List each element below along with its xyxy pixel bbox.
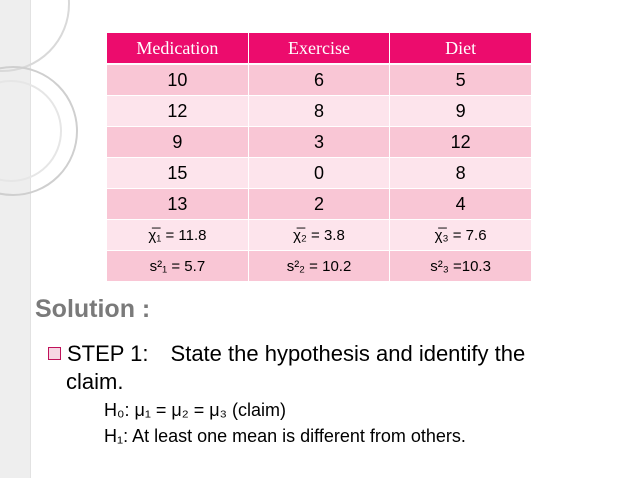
data-table bbox=[107, 33, 531, 282]
step-1-item bbox=[48, 340, 608, 396]
header-exercise: Exercise bbox=[248, 33, 389, 64]
variance-exercise: s²₂ = 10.2 bbox=[248, 251, 389, 282]
table-row bbox=[107, 189, 531, 220]
header-diet: Diet bbox=[390, 33, 531, 64]
alternative-hypothesis: H₁: At least one mean is different from others. bbox=[104, 426, 466, 446]
table-cell: 0 bbox=[248, 158, 389, 189]
table-row bbox=[107, 127, 531, 158]
solution-heading: Solution : bbox=[35, 295, 151, 323]
variances-row bbox=[107, 251, 531, 282]
table-cell: 12 bbox=[107, 96, 248, 127]
table-cell: 12 bbox=[390, 127, 531, 158]
step-text: State the hypothesis and identify the bbox=[170, 341, 526, 366]
table-row bbox=[107, 64, 531, 96]
null-hypothesis: H₀: μ₁ = μ₂ = μ₃ (claim) bbox=[104, 400, 286, 420]
decor-circle-top bbox=[0, 0, 70, 72]
table-cell: 15 bbox=[107, 158, 248, 189]
table-cell: 8 bbox=[390, 158, 531, 189]
table-cell: 5 bbox=[390, 64, 531, 96]
header-medication: Medication bbox=[107, 33, 248, 64]
table-cell: 8 bbox=[248, 96, 389, 127]
table-header-row bbox=[107, 33, 531, 64]
table-row bbox=[107, 96, 531, 127]
square-bullet-icon bbox=[48, 347, 61, 360]
table-cell: 13 bbox=[107, 189, 248, 220]
step-label: STEP 1: bbox=[67, 341, 149, 366]
mean-exercise: χ̅₂ = 3.8 bbox=[248, 220, 389, 251]
mean-medication: χ̅₁ = 11.8 bbox=[107, 220, 248, 251]
table-cell: 9 bbox=[390, 96, 531, 127]
table-row bbox=[107, 158, 531, 189]
means-row bbox=[107, 220, 531, 251]
step-text-continued: claim. bbox=[66, 369, 124, 394]
table-cell: 4 bbox=[390, 189, 531, 220]
variance-medication: s²₁ = 5.7 bbox=[107, 251, 248, 282]
table-cell: 6 bbox=[248, 64, 389, 96]
mean-diet: χ̅₃ = 7.6 bbox=[390, 220, 531, 251]
variance-diet: s²₃ =10.3 bbox=[390, 251, 531, 282]
table-cell: 2 bbox=[248, 189, 389, 220]
table-cell: 3 bbox=[248, 127, 389, 158]
table-cell: 10 bbox=[107, 64, 248, 96]
table-cell: 9 bbox=[107, 127, 248, 158]
